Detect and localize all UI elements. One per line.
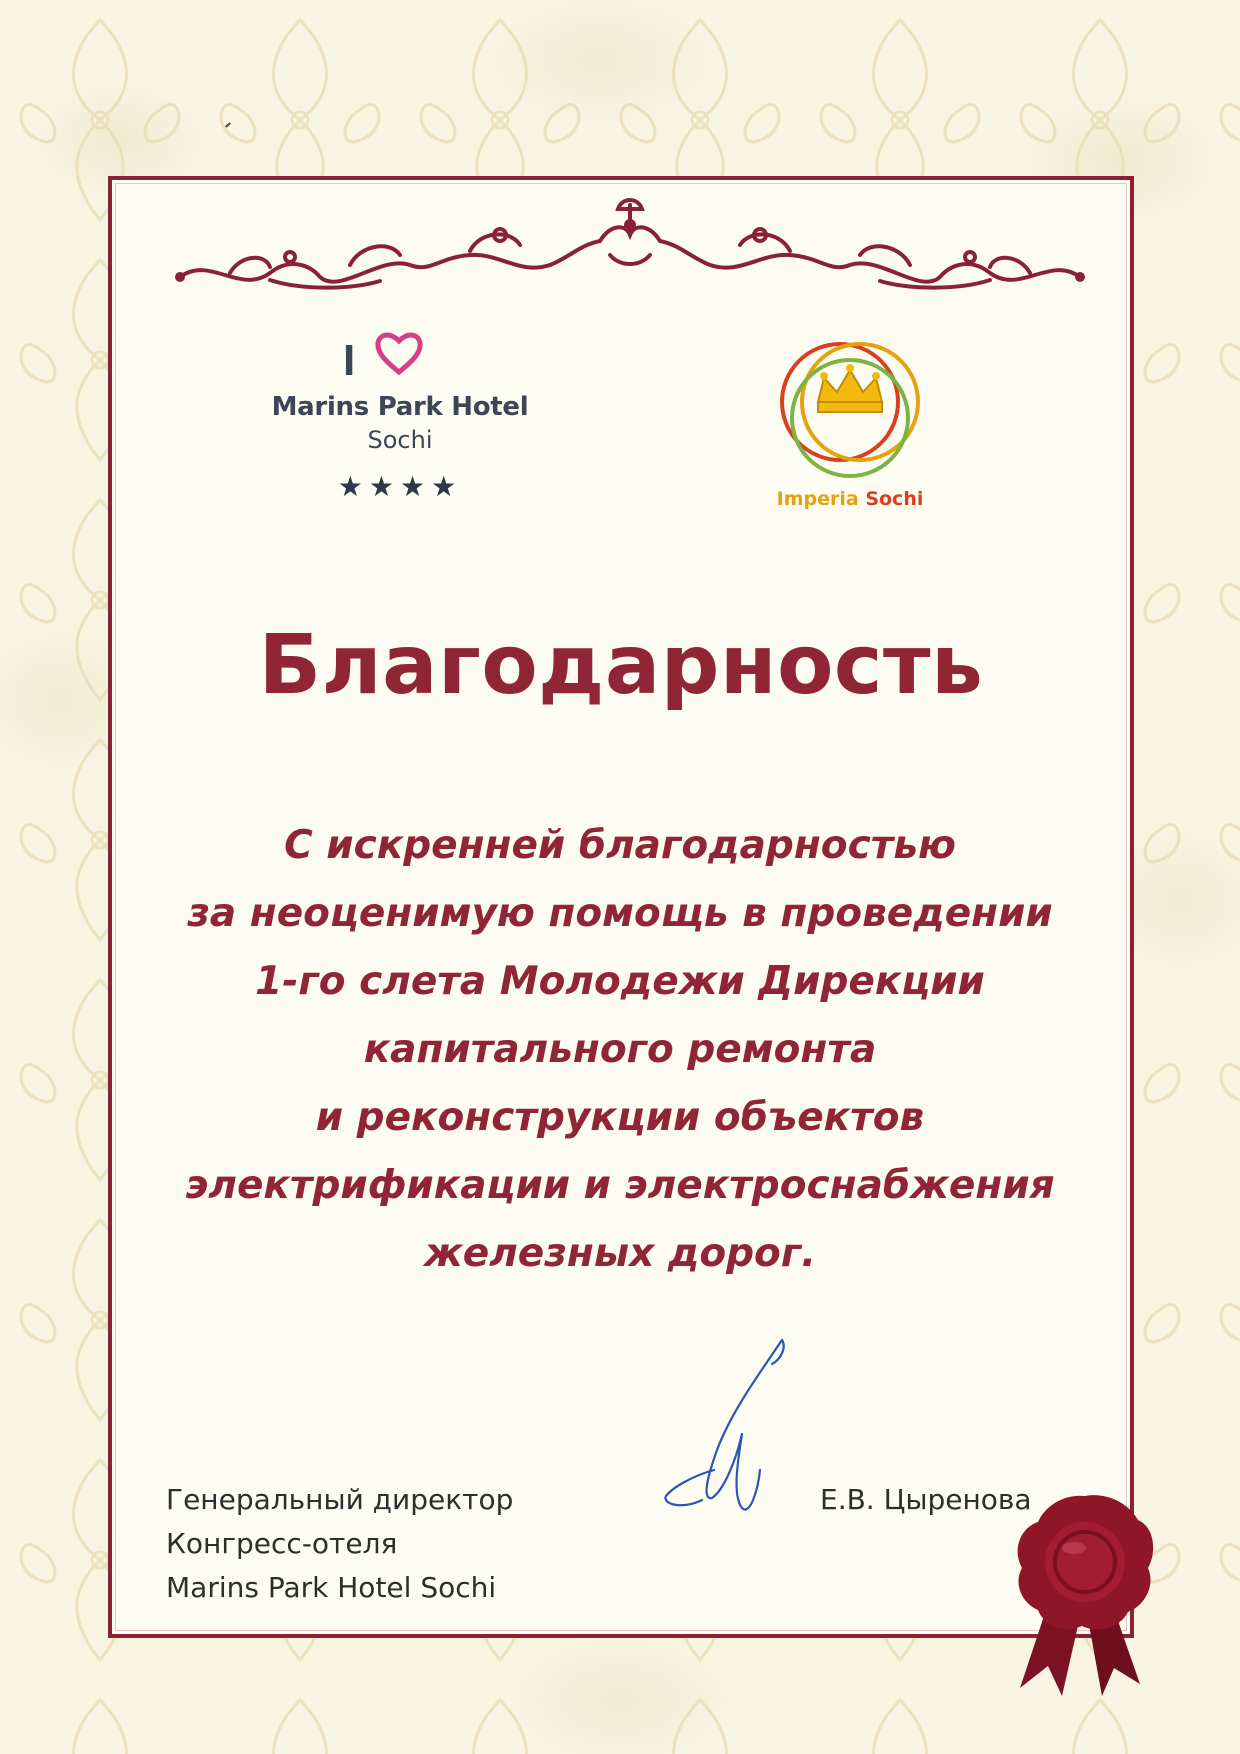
signer-position-line: Генеральный директор bbox=[166, 1483, 514, 1516]
baroque-ornament bbox=[170, 195, 1090, 315]
imperia-word: Imperia bbox=[776, 488, 859, 510]
imperia-sochi-wordmark bbox=[760, 488, 940, 510]
message-line: за неоценимую помощь в проведении bbox=[187, 891, 1053, 936]
i-love-mark bbox=[270, 330, 530, 385]
hotel-star-rating: ★★★★ bbox=[337, 470, 463, 503]
message-line: электрификации и электроснабжения bbox=[185, 1163, 1055, 1208]
message-line: С искренней благодарностью bbox=[284, 823, 956, 868]
signer-name: Е.В. Цыренова bbox=[820, 1483, 1032, 1516]
message-line: и реконструкции объектов bbox=[315, 1095, 925, 1140]
imperia-sochi-logo bbox=[760, 330, 960, 530]
logo-i-letter: I bbox=[343, 336, 356, 385]
crown-in-rings-icon bbox=[760, 330, 940, 480]
hotel-city: Sochi bbox=[367, 426, 433, 454]
marins-park-hotel-logo bbox=[270, 330, 530, 503]
heart-outline-icon bbox=[374, 330, 424, 376]
signer-position-line: Marins Park Hotel Sochi bbox=[166, 1571, 497, 1604]
message-line: 1-го слета Молодежи Дирекции bbox=[255, 959, 985, 1004]
signer-position bbox=[166, 1478, 513, 1610]
sochi-word: Sochi bbox=[865, 488, 924, 510]
hotel-name: Marins Park Hotel bbox=[271, 392, 529, 422]
certificate-title: Благодарность bbox=[258, 618, 984, 713]
wax-seal-icon bbox=[1010, 1488, 1160, 1698]
message-line: капитального ремонта bbox=[363, 1027, 877, 1072]
gratitude-message bbox=[140, 812, 1100, 1288]
signer-position-line: Конгресс-отеля bbox=[166, 1527, 398, 1560]
handwritten-signature bbox=[662, 1330, 812, 1530]
message-line: железных дорог. bbox=[423, 1231, 817, 1276]
